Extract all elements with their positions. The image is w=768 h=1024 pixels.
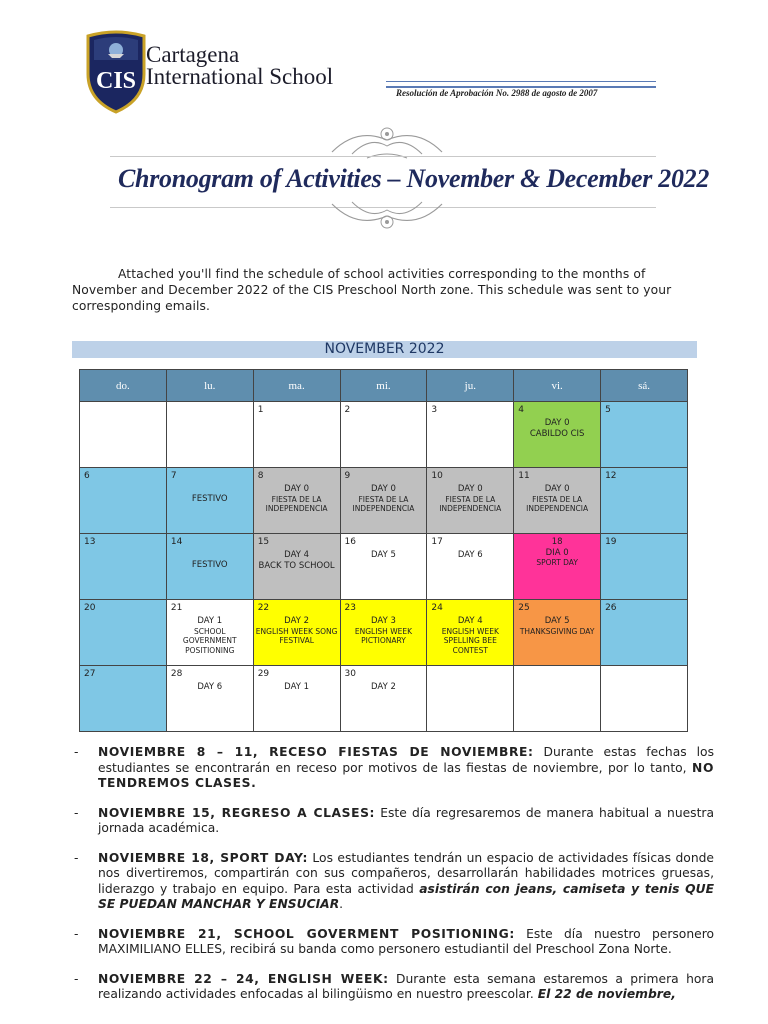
school-crest-logo bbox=[84, 30, 148, 114]
day-number: 29 bbox=[257, 669, 270, 679]
day-number: 27 bbox=[84, 669, 96, 679]
calendar-day-cell bbox=[601, 468, 688, 534]
weekday-header: ju. bbox=[427, 370, 514, 402]
note-heading: NOVIEMBRE 22 – 24, ENGLISH WEEK: bbox=[98, 971, 389, 986]
day-number: 23 bbox=[344, 603, 356, 613]
weekday-header: vi. bbox=[514, 370, 601, 402]
page-title bbox=[118, 164, 710, 194]
event-label: FIESTA DE LA INDEPENDENCIA bbox=[352, 494, 415, 513]
day-event bbox=[167, 616, 253, 655]
calendar-day-cell bbox=[80, 666, 167, 732]
day-number: 26 bbox=[605, 603, 617, 613]
calendar-day-cell bbox=[166, 600, 253, 666]
day-event bbox=[254, 616, 340, 646]
weekday-header-row bbox=[80, 370, 688, 402]
weekday-header: lu. bbox=[166, 370, 253, 402]
day-event bbox=[514, 418, 600, 439]
day-number: 9 bbox=[344, 471, 351, 481]
day-number: 1 bbox=[257, 405, 264, 415]
intro-paragraph bbox=[72, 266, 697, 314]
weekday-header: do. bbox=[80, 370, 167, 402]
day-number: 7 bbox=[170, 471, 177, 481]
calendar-day-cell bbox=[427, 468, 514, 534]
calendar-day-cell bbox=[601, 534, 688, 600]
day-code: DAY 0 bbox=[371, 484, 396, 494]
calendar-day-cell bbox=[340, 666, 427, 732]
school-name-line1: Cartagena bbox=[146, 42, 240, 67]
event-label: FESTIVO bbox=[191, 560, 228, 570]
day-code: DAY 4 bbox=[284, 550, 310, 560]
day-code: DAY 2 bbox=[371, 682, 396, 692]
day-number: 10 bbox=[431, 471, 443, 481]
calendar-week-row bbox=[80, 600, 688, 666]
day-event bbox=[167, 682, 253, 693]
day-code: DAY 0 bbox=[284, 484, 310, 494]
note-heading: NOVIEMBRE 18, SPORT DAY: bbox=[98, 850, 308, 865]
event-label: CABILDO CIS bbox=[529, 428, 585, 439]
resolution-text: Resolución de Aprobación No. 2988 de agosto de 2007 bbox=[396, 88, 598, 98]
event-label: FESTIVO bbox=[191, 494, 228, 504]
calendar-day-cell bbox=[427, 534, 514, 600]
day-code: DAY 1 bbox=[284, 682, 310, 692]
event-label: SCHOOL GOVERNMENT POSITIONING bbox=[182, 626, 237, 655]
weekday-header: ma. bbox=[253, 370, 340, 402]
day-event bbox=[341, 616, 427, 646]
activity-notes bbox=[72, 745, 714, 1017]
day-code: DAY 5 bbox=[371, 550, 396, 560]
day-code: DAY 2 bbox=[284, 616, 310, 626]
calendar-day-cell bbox=[253, 402, 340, 468]
calendar-day-cell bbox=[80, 534, 167, 600]
calendar-day-cell bbox=[166, 534, 253, 600]
calendar-day-cell bbox=[166, 402, 253, 468]
title-months: November & December 2022 bbox=[406, 164, 710, 193]
crest-initials: CIS bbox=[95, 68, 137, 94]
ornament-bottom bbox=[312, 194, 462, 234]
day-code: DAY 3 bbox=[371, 616, 396, 626]
calendar-day-cell bbox=[253, 600, 340, 666]
day-number: 16 bbox=[344, 537, 356, 547]
november-calendar bbox=[79, 369, 688, 732]
day-number: 25 bbox=[518, 603, 530, 613]
calendar-day-cell bbox=[514, 666, 601, 732]
note-text: Este día nuestro personero MAXIMILIANO ELLES, recibirá su banda como personero estudiantil del Preschool Zona Norte. bbox=[98, 926, 714, 956]
day-code: DAY 1 bbox=[197, 616, 223, 626]
calendar-day-cell bbox=[514, 600, 601, 666]
day-event bbox=[427, 616, 513, 655]
calendar-day-cell bbox=[253, 534, 340, 600]
day-code: DIA 0 bbox=[545, 547, 569, 558]
day-event bbox=[254, 550, 340, 571]
note-text: Durante esta semana estaremos a primera hora realizando actividades enfocadas al bilingüismo en nuestro preescolar. bbox=[98, 971, 714, 1001]
title-separator: – bbox=[387, 164, 401, 193]
weekday-header: sá. bbox=[601, 370, 688, 402]
calendar-day-cell bbox=[427, 600, 514, 666]
day-number: 14 bbox=[170, 537, 183, 547]
day-number: 24 bbox=[431, 603, 443, 613]
note-emphasis: El 22 de noviembre, bbox=[537, 987, 676, 1001]
event-label: BACK TO SCHOOL bbox=[258, 560, 335, 571]
note-heading: NOVIEMBRE 21, SCHOOL GOVERMENT POSITIONING: bbox=[98, 926, 515, 941]
day-code: DAY 0 bbox=[544, 418, 570, 428]
calendar-week-row bbox=[80, 534, 688, 600]
note-emphasis: asistirán con jeans, camiseta y tenis QUE SE PUEDAN MANCHAR Y ENSUCIAR bbox=[98, 881, 714, 911]
calendar-day-cell bbox=[340, 600, 427, 666]
day-number: 28 bbox=[170, 669, 183, 679]
day-code: DAY 6 bbox=[197, 682, 223, 692]
calendar-week-row bbox=[80, 468, 688, 534]
event-label: FIESTA DE LA INDEPENDENCIA bbox=[439, 494, 502, 513]
day-number: 12 bbox=[605, 471, 617, 481]
calendar-day-cell bbox=[340, 402, 427, 468]
day-number: 15 bbox=[257, 537, 270, 547]
event-label: ENGLISH WEEK PICTIONARY bbox=[354, 626, 413, 645]
day-event bbox=[427, 550, 513, 561]
calendar-day-cell bbox=[514, 534, 601, 600]
day-event bbox=[167, 494, 253, 505]
weekday-header: mi. bbox=[340, 370, 427, 402]
event-label: ENGLISH WEEK SONG FESTIVAL bbox=[255, 626, 338, 645]
note-text: Durante estas fechas los estudiantes se encontrarán en receso por motivos de las fiestas de noviembre, por lo tanto, bbox=[98, 745, 714, 775]
day-code: DAY 5 bbox=[544, 616, 570, 626]
day-event bbox=[341, 550, 427, 561]
day-code: DAY 0 bbox=[457, 484, 483, 494]
title-main: Chronogram of Activities bbox=[118, 164, 382, 193]
note-text: Los estudiantes tendrán un espacio de actividades físicas donde nos divertiremos, compartirán con sus compañeros, desarrollarán habilidades motrices gruesas, liderazgo y trabajo en equipo. Para esta actividad bbox=[98, 850, 714, 896]
day-event bbox=[427, 484, 513, 514]
day-code: DAY 0 bbox=[544, 484, 570, 494]
note-item: - NOVIEMBRE 22 – 24, ENGLISH WEEK: Durante esta semana estaremos a primera hora realizando actividades enfocadas al bilingüismo en nuestro preescolar. El 22 de noviembre, bbox=[74, 971, 714, 1001]
intro-text: Attached you'll find the schedule of school activities corresponding to the months of November and December 2022 of the CIS Preschool North zone. This schedule was sent to your corresponding emails. bbox=[72, 267, 672, 313]
calendar-day-cell bbox=[427, 666, 514, 732]
calendar-day-cell bbox=[514, 402, 601, 468]
note-tail: . bbox=[339, 897, 344, 911]
note-heading: NOVIEMBRE 8 – 11, RECESO FIESTAS DE NOVIEMBRE: bbox=[98, 745, 534, 759]
event-label: SPORT DAY bbox=[536, 558, 578, 567]
day-event bbox=[514, 616, 600, 636]
calendar-day-cell bbox=[80, 402, 167, 468]
calendar-day-cell bbox=[340, 468, 427, 534]
school-name-line2: International School bbox=[146, 64, 334, 89]
day-number: 17 bbox=[431, 537, 443, 547]
calendar-day-cell bbox=[340, 534, 427, 600]
calendar-day-cell bbox=[601, 666, 688, 732]
day-number: 3 bbox=[431, 405, 438, 415]
note-item: - NOVIEMBRE 15, REGRESO A CLASES: Este día regresaremos de manera habitual a nuestra jornada académica. bbox=[74, 805, 715, 835]
day-event bbox=[254, 484, 340, 514]
day-number: 8 bbox=[257, 471, 264, 481]
day-number: 20 bbox=[84, 603, 96, 613]
calendar-week-row bbox=[80, 666, 688, 732]
note-item: - NOVIEMBRE 8 – 11, RECESO FIESTAS DE NOVIEMBRE: Durante estas fechas los estudiantes se encontrarán en receso por motivos de las fiestas de noviembre, por lo tanto, NO TENDREMOS CLASES. bbox=[74, 745, 714, 790]
day-number: 22 bbox=[257, 603, 270, 613]
event-label: FIESTA DE LA INDEPENDENCIA bbox=[526, 494, 589, 513]
day-code: DAY 4 bbox=[457, 616, 483, 626]
calendar-week-row bbox=[80, 402, 688, 468]
month-heading: NOVEMBER 2022 bbox=[72, 341, 697, 358]
event-label: THANKSGIVING DAY bbox=[519, 626, 595, 636]
event-label: ENGLISH WEEK SPELLING BEE CONTEST bbox=[441, 626, 499, 655]
day-number: 5 bbox=[605, 405, 611, 415]
day-event bbox=[167, 560, 253, 571]
calendar-day-cell bbox=[427, 402, 514, 468]
calendar-day-cell bbox=[601, 600, 688, 666]
header-rule bbox=[386, 81, 656, 88]
calendar-day-cell bbox=[253, 468, 340, 534]
calendar-day-cell bbox=[166, 468, 253, 534]
day-number: 18 bbox=[551, 537, 563, 547]
day-event bbox=[254, 682, 340, 693]
day-number: 11 bbox=[518, 471, 530, 481]
school-name bbox=[146, 44, 333, 88]
note-text: Este día regresaremos de manera habitual a nuestra jornada académica. bbox=[98, 805, 715, 835]
day-event bbox=[514, 537, 600, 568]
calendar-day-cell bbox=[253, 666, 340, 732]
day-event bbox=[341, 484, 427, 514]
calendar-day-cell bbox=[166, 666, 253, 732]
note-heading: NOVIEMBRE 15, REGRESO A CLASES: bbox=[98, 805, 376, 820]
note-item: - NOVIEMBRE 21, SCHOOL GOVERMENT POSITIONING: Este día nuestro personero MAXIMILIANO ELLES, recibirá su banda como personero estudiantil del Preschool Zona Norte. bbox=[74, 926, 714, 956]
day-number: 19 bbox=[605, 537, 617, 547]
title-rule-top bbox=[110, 156, 656, 157]
calendar-day-cell bbox=[514, 468, 601, 534]
event-label: FIESTA DE LA INDEPENDENCIA bbox=[265, 494, 328, 513]
calendar-day-cell bbox=[80, 468, 167, 534]
day-code: DAY 6 bbox=[457, 550, 483, 560]
day-event bbox=[341, 682, 427, 693]
day-number: 6 bbox=[84, 471, 90, 481]
day-number: 13 bbox=[84, 537, 96, 547]
note-item: - NOVIEMBRE 18, SPORT DAY: Los estudiantes tendrán un espacio de actividades físicas donde nos divertiremos, compartirán con sus compañeros, desarrollarán habilidades motrices gruesas, liderazgo y trabajo en equipo. Para esta actividad asistirán con jeans, camiseta y tenis QUE SE PUEDAN MANCHAR Y ENSUCIAR. bbox=[74, 850, 714, 911]
day-event bbox=[514, 484, 600, 514]
day-number: 4 bbox=[518, 405, 524, 415]
calendar-day-cell bbox=[601, 402, 688, 468]
calendar-day-cell bbox=[80, 600, 167, 666]
day-number: 2 bbox=[344, 405, 351, 415]
note-emphasis: NO TENDREMOS CLASES. bbox=[98, 760, 714, 790]
day-number: 21 bbox=[170, 603, 183, 613]
day-number: 30 bbox=[344, 669, 356, 679]
